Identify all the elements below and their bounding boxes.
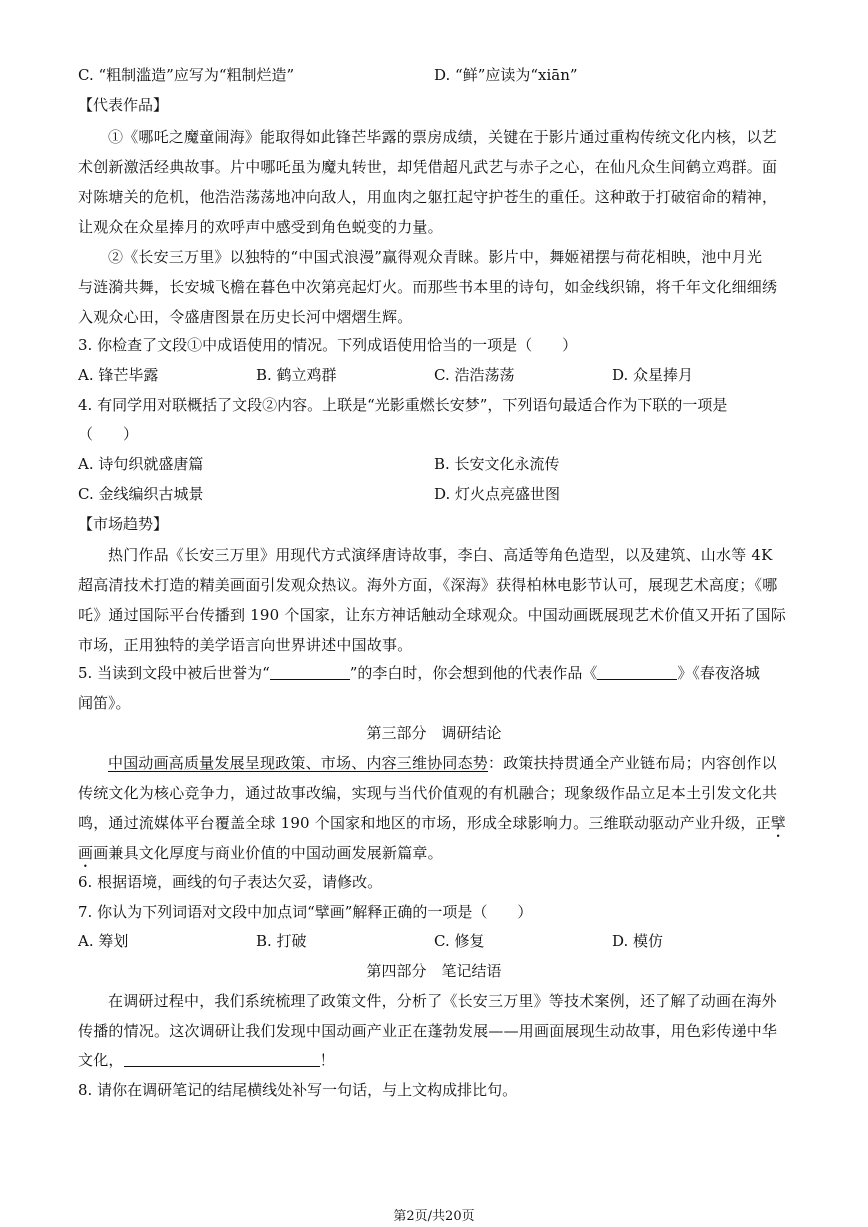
- works-p1-line2: 术创新激活经典故事。片中哪吒虽为魔丸转世，却凭借超凡武艺与赤子之心，在仙凡众生间鹤立鸡群。面: [78, 158, 778, 176]
- part4-heading: 第四部分 笔记结语: [366, 962, 502, 980]
- works-p2-line2: 与涟漪共舞，长安城飞檐在暮色中次第亮起灯火。而那些书本里的诗句，如金线织锦，将千年文化细细绣: [78, 278, 778, 296]
- part4-line3-suffix: ！: [319, 1051, 335, 1069]
- market-line4: 市场，正用独特的美学语言向世界讲述中国故事。: [78, 636, 413, 654]
- q8-stem: 8. 请你在调研笔记的结尾横线处补写一句话，与上文构成排比句。: [78, 1081, 518, 1099]
- part3-line4: [78, 842, 790, 871]
- q3-stem: 3. 你检查了文段①中成语使用的情况。下列成语使用恰当的一项是（ ）: [78, 336, 578, 354]
- part3-heading: 第三部分 调研结论: [366, 724, 502, 742]
- q4-option-b: B. 长安文化永流传: [434, 455, 560, 473]
- part3-dotted-char-2: 画: [78, 844, 94, 862]
- part3-line3-text: 鸣，通过流媒体平台覆盖全球 190 个国家和地区的市场，形成全球影响力。三维联动驱动产业升级，正: [78, 814, 771, 832]
- works-p1-line1: ①《哪吒之魔童闹海》能取得如此锋芒毕露的票房成绩，关键在于影片通过重构传统文化内核，以艺: [108, 128, 777, 146]
- part3-line1: [108, 752, 790, 774]
- works-p1-line4: 让观众在众星捧月的欢呼声中感受到角色蜕变的力量。: [78, 218, 443, 236]
- page-footer: 第2页/共20页: [393, 1209, 475, 1224]
- market-line2: 超高清技术打造的精美画面引发观众热议。海外方面，《深海》获得柏林电影节认可，展现艺术高度；《哪: [78, 576, 778, 594]
- part4-line3: [78, 1049, 790, 1071]
- part3-line4-text: 画兼具文化厚度与商业价值的中国动画发展新篇章。: [93, 844, 443, 862]
- part3-line2: 传统文化为核心竞争力，通过故事改编，实现与当代价值观的有机融合；现象级作品立足本土引发文化共: [78, 784, 778, 802]
- works-p2-line3: 入观众心田，令盛唐图景在历史长河中熠熠生辉。: [78, 308, 413, 326]
- q2-option-d: D. “鲜”应读为“xiān”: [434, 66, 578, 84]
- section-heading-market: 【市场趋势】: [78, 515, 169, 533]
- q2-options-row: [78, 64, 790, 86]
- q3-option-b: B. 鹤立鸡群: [256, 366, 337, 384]
- q5-text-a: 5. 当读到文段中被后世誉为“: [78, 664, 270, 682]
- part4-line1: 在调研过程中，我们系统梳理了政策文件，分析了《长安三万里》等技术案例，还了解了动画在海外: [108, 992, 777, 1010]
- part4-line3-prefix: 文化，: [78, 1051, 124, 1069]
- q4-option-a: A. 诗句织就盛唐篇: [78, 455, 204, 473]
- works-p2-line1: ②《长安三万里》以独特的“中国式浪漫”赢得观众青睐。影片中，舞姬裙摆与荷花相映，池中月光: [108, 248, 763, 266]
- q5-text-c: 》《春夜洛城: [677, 664, 760, 682]
- q3-option-d: D. 众星捧月: [612, 366, 694, 384]
- q7-option-a: A. 筹划: [78, 932, 129, 950]
- part3-dotted-char-1: 擘: [770, 814, 786, 832]
- part3-underlined-sentence: 中国动画高质量发展呈现政策、市场、内容三维协同态势: [108, 754, 489, 772]
- market-line1: 热门作品《长安三万里》用现代方式演绎唐诗故事，李白、高适等角色造型，以及建筑、山水等 4K: [108, 546, 773, 564]
- q5-line2: 闻笛》。: [78, 694, 131, 712]
- market-line3: 吒》通过国际平台传播到 190 个国家，让东方神话触动全球观众。中国动画既展现艺术价值又开拓了国际: [78, 606, 786, 624]
- q5-text-b: ”的李白时，你会想到他的代表作品《: [349, 664, 598, 682]
- q7-stem: 7. 你认为下列词语对文段中加点词“擘画”解释正确的一项是（ ）: [78, 903, 533, 921]
- q4-option-d: D. 灯火点亮盛世图: [434, 485, 561, 503]
- q4-options-row1: [78, 453, 790, 475]
- part3-line1-rest: ：政策扶持贯通全产业链布局；内容创作以: [488, 754, 777, 772]
- part4-line2: 传播的情况。这次调研让我们发现中国动画产业正在蓬勃发展——用画面展现生动故事，用色彩传递中华: [78, 1022, 778, 1040]
- q4-options-row2: [78, 483, 790, 505]
- q5-blank-work[interactable]: [597, 664, 677, 680]
- part3-line3: [78, 812, 790, 841]
- part4-answer-blank[interactable]: [124, 1051, 320, 1067]
- q4-stem-line1: 4. 有同学用对联概括了文段②内容。上联是“光影重燃长安梦”，下列语句最适合作为下联的一项是: [78, 396, 728, 414]
- section-heading-works: 【代表作品】: [78, 96, 169, 114]
- q3-option-c: C. 浩浩荡荡: [434, 366, 515, 384]
- q6-stem: 6. 根据语境，画线的句子表达欠妥，请修改。: [78, 873, 383, 891]
- works-p1-line3: 对陈塘关的危机，他浩浩荡荡地冲向敌人，用血肉之躯扛起守护苍生的重任。这种敢于打破宿命的精神，: [78, 188, 778, 206]
- q4-stem-line2: （ ）: [78, 425, 139, 443]
- q5-line1: [78, 662, 790, 684]
- q7-option-d: D. 模仿: [612, 932, 664, 950]
- q7-option-b: B. 打破: [256, 932, 307, 950]
- q7-option-c: C. 修复: [434, 932, 485, 950]
- q2-option-c: C. “粗制滥造”应写为“粗制烂造”: [78, 66, 295, 84]
- q3-option-a: A. 锋芒毕露: [78, 366, 159, 384]
- q5-blank-title[interactable]: [270, 664, 350, 680]
- q4-option-c: C. 金线编织古城景: [78, 485, 204, 503]
